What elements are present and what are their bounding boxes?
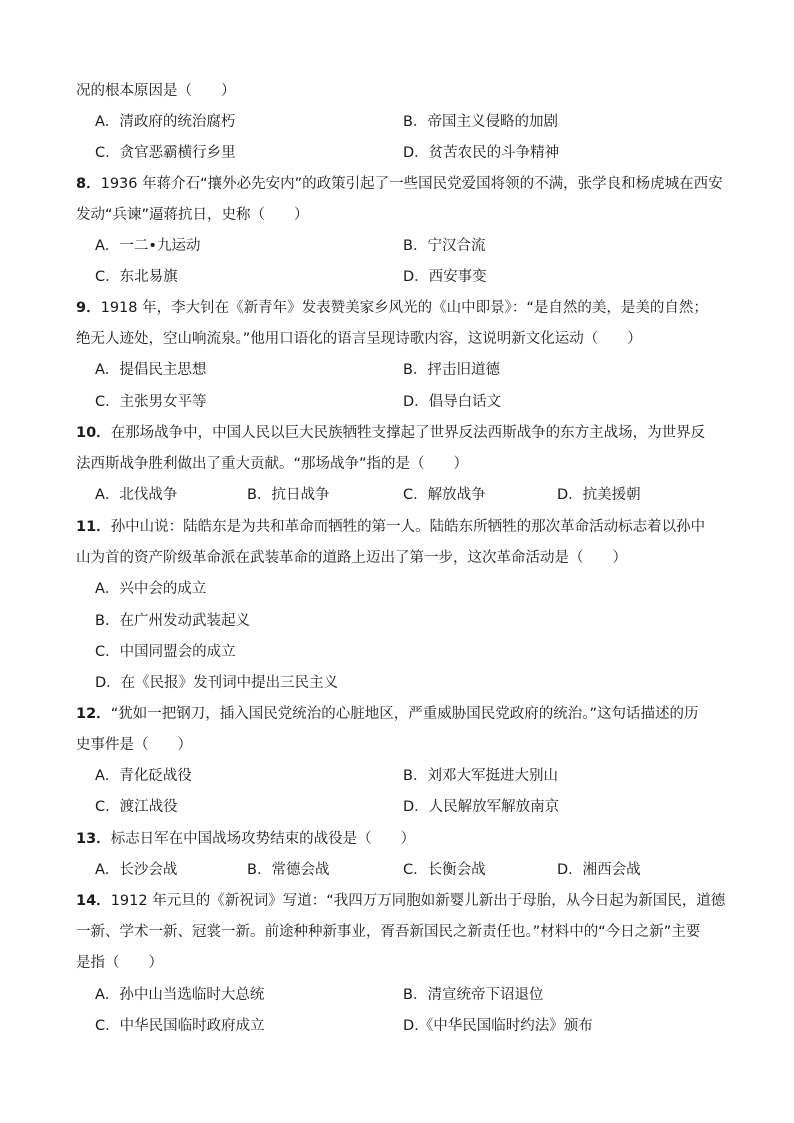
q14-option-d[interactable]: D.《中华民国临时约法》颁布 [403, 1018, 593, 1034]
q8-option-b[interactable]: B．宁汉合流 [403, 238, 486, 254]
q9-number: 9． [76, 300, 101, 316]
q7-stem-tail: 况的根本原因是（ ） [76, 83, 236, 99]
q9-option-b[interactable]: B．抨击旧道德 [403, 362, 500, 378]
q7-option-c[interactable]: C．贪官恶霸横行乡里 [95, 145, 236, 161]
q10-option-b[interactable]: B．抗日战争 [247, 487, 330, 503]
q8-stem-line-1: 8．1936 年蒋介石“攘外必先安内”的政策引起了一些国民党爱国将领的不满，张学良和杨虎城在西安 [76, 176, 723, 192]
q14-option-a[interactable]: A．孙中山当选临时大总统 [95, 987, 265, 1003]
q10-option-d[interactable]: D．抗美援朝 [557, 487, 641, 503]
q12-option-c[interactable]: C．渡江战役 [95, 799, 178, 815]
q10-number: 10． [76, 425, 111, 441]
q14-number: 14． [76, 893, 111, 909]
q11-option-c[interactable]: C．中国同盟会的成立 [95, 644, 236, 660]
q12-option-a[interactable]: A．青化砭战役 [95, 768, 192, 784]
q14-option-c[interactable]: C．中华民国临时政府成立 [95, 1018, 265, 1034]
q14-stem-line-3: 是指（ ） [76, 955, 163, 971]
q9-option-c[interactable]: C．主张男女平等 [95, 394, 207, 410]
q11-option-b[interactable]: B．在广州发动武装起义 [95, 613, 250, 629]
q12-option-b[interactable]: B．刘邓大军挺进大别山 [403, 768, 558, 784]
q7-option-d[interactable]: D．贫苦农民的斗争精神 [403, 145, 560, 161]
q11-number: 11． [76, 519, 111, 535]
q9-stem-line-2: 绝无人迹处，空山响流泉。”他用口语化的语言呈现诗歌内容，这说明新文化运动（ ） [76, 331, 642, 347]
q11-option-a[interactable]: A．兴中会的成立 [95, 581, 207, 597]
q10-option-a[interactable]: A．北伐战争 [95, 487, 178, 503]
q9-option-a[interactable]: A．提倡民主思想 [95, 362, 207, 378]
q12-number: 12． [76, 706, 111, 722]
q10-stem-line-1: 10．在那场战争中，中国人民以巨大民族牺牲支撑起了世界反法西斯战争的东方主战场，为世界反 [76, 425, 706, 441]
q11-stem-line-1: 11．孙中山说：陆皓东是为共和革命而牺牲的第一人。陆皓东所牺牲的那次革命活动标志着以孙中 [76, 519, 706, 535]
q14-option-b[interactable]: B．清宣统帝下诏退位 [403, 987, 544, 1003]
q13-option-c[interactable]: C．长衡会战 [403, 862, 486, 878]
q8-option-c[interactable]: C．东北易旗 [95, 269, 178, 285]
q14-stem-line-1: 14．1912 年元旦的《新祝词》写道：“我四万万同胞如新婴儿新出于母胎，从今日起为新国民，道德 [76, 893, 726, 909]
q12-stem-line-2: 史事件是（ ） [76, 737, 192, 753]
q9-stem-line-1: 9．1918 年，李大钊在《新青年》发表赞美家乡风光的《山中即景》：“是自然的美，是美的自然； [76, 300, 708, 316]
q8-option-d[interactable]: D．西安事变 [403, 269, 487, 285]
q12-stem-line-1: 12．“犹如一把钢刀，插入国民党统治的心脏地区，严重威胁国民党政府的统治。”这句话描述的历 [76, 706, 699, 722]
q13-option-d[interactable]: D．湘西会战 [557, 862, 641, 878]
q12-option-d[interactable]: D．人民解放军解放南京 [403, 799, 560, 815]
q8-option-a[interactable]: A．一二•九运动 [95, 238, 201, 254]
q13-option-a[interactable]: A．长沙会战 [95, 862, 178, 878]
q9-option-d[interactable]: D．倡导白话文 [403, 394, 502, 410]
q8-number: 8． [76, 176, 101, 192]
q13-option-b[interactable]: B．常德会战 [247, 862, 330, 878]
q10-option-c[interactable]: C．解放战争 [403, 487, 486, 503]
q11-stem-line-2: 山为首的资产阶级革命派在武装革命的道路上迈出了第一步，这次革命活动是（ ） [76, 550, 627, 566]
q13-stem-line-1: 13．标志日军在中国战场攻势结束的战役是（ ） [76, 831, 416, 847]
q11-option-d[interactable]: D．在《民报》发刊词中提出三民主义 [95, 675, 339, 691]
q10-stem-line-2: 法西斯战争胜利做出了重大贡献。“那场战争”指的是（ ） [76, 456, 469, 472]
q8-stem-line-2: 发动“兵谏”逼蒋抗日，史称（ ） [76, 207, 309, 223]
q7-option-a[interactable]: A．清政府的统治腐朽 [95, 114, 236, 130]
q7-option-b[interactable]: B．帝国主义侵略的加剧 [403, 114, 558, 130]
q14-stem-line-2: 一新、学术一新、冠裳一新。前途种种新事业，胥吾新国民之新责任也。”材料中的“今日之新”主要 [76, 924, 701, 940]
q13-number: 13． [76, 831, 111, 847]
